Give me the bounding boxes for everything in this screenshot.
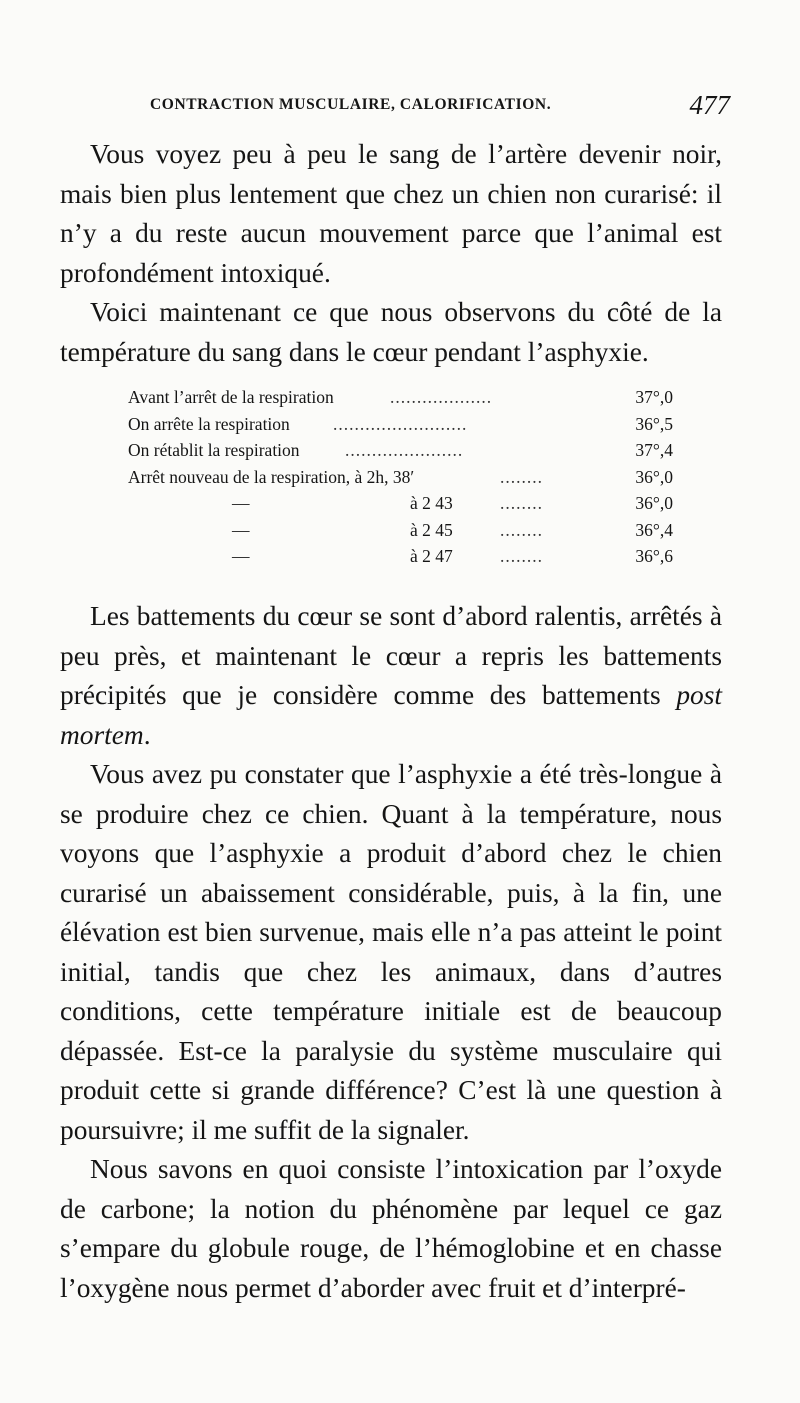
page-number: 477 [689, 90, 730, 120]
leader-dots: ........ [500, 466, 543, 487]
table-label: Arrêt nouveau de la respiration, à 2h, 38′ [128, 466, 415, 487]
paragraph-text: Les battements du cœur se sont d’abord ralentis, arrêtés à peu près, et maintenant le cœur a repris les battements précipités que je considère comme des battements [60, 601, 722, 710]
table-time: à 2 47 [410, 546, 453, 566]
table-row [128, 490, 673, 517]
paragraph-text: . [143, 719, 151, 750]
table-value: 36°,0 [635, 466, 673, 487]
temperature-table [128, 384, 673, 570]
leader-dots: ................... [390, 387, 493, 407]
ditto-dash: — [232, 519, 250, 540]
paragraph [60, 597, 722, 755]
paragraph: Vous avez pu constater que l’asphyxie a été très-longue à se produire chez ce chien. Quant à la température, nous voyons que l’asphyxie a produit d’abord chez le chien curarisé un abaissement considérable, puis, à la fin, une élévation est bien survenue, mais elle n’a pas atteint le point initial, tandis que chez les animaux, dans d’autres conditions, cette température initiale est de beaucoup dépassée. Est-ce la paralysie du système musculaire qui produit cette si grande différence? C’est là une question à poursuivre; il me suffit de la signaler. [60, 759, 722, 1145]
table-time: à 2 43 [410, 493, 453, 513]
leader-dots: ........ [500, 519, 543, 540]
table-value: 37°,4 [635, 440, 673, 460]
leader-dots: ........ [500, 546, 543, 566]
table-value: 36°,0 [635, 493, 673, 513]
table-value: 36°,6 [635, 546, 673, 566]
italic-phrase: post mortem [60, 680, 722, 750]
table-row [128, 437, 673, 464]
table-label: Avant l’arrêt de la respiration [128, 387, 334, 407]
body-text-bottom [60, 597, 722, 1308]
paragraph: Nous savons en quoi consiste l’intoxication par l’oxyde de carbone; la notion du phénomène par lequel ce gaz s’empare du globule rouge, de l’hémoglobine et en chasse l’oxygène nous permet d’aborder avec fruit et d’interpré- [60, 1154, 722, 1303]
table-label: On rétablit la respiration [128, 440, 300, 460]
ditto-dash: — [232, 493, 250, 513]
running-head: CONTRACTION MUSCULAIRE, CALORIFICATION. [150, 96, 552, 113]
table-value: 36°,5 [635, 413, 673, 434]
page-header [150, 90, 730, 130]
table-row [128, 411, 673, 438]
leader-dots: ...................... [345, 440, 464, 460]
table-value: 37°,0 [635, 387, 673, 407]
table-time: à 2 45 [410, 519, 453, 540]
body-text-top [60, 135, 722, 293]
leader-dots: ........ [500, 493, 543, 513]
paragraph: Voici maintenant ce que nous observons du côté de la température du sang dans le cœur pendant l’asphyxie. [60, 297, 722, 367]
table-row [128, 384, 673, 411]
ditto-dash: — [232, 546, 250, 566]
table-label: On arrête la respiration [128, 413, 290, 434]
table-row [128, 464, 673, 491]
table-row [128, 543, 673, 570]
table-value: 36°,4 [635, 519, 673, 540]
leader-dots: ......................... [333, 413, 468, 434]
table-row [128, 517, 673, 544]
paragraph: Vous voyez peu à peu le sang de l’artère devenir noir, mais bien plus lentement que chez un chien non curarisé: il n’y a du reste aucun mouvement parce que l’animal est profondément intoxiqué. [60, 139, 722, 288]
